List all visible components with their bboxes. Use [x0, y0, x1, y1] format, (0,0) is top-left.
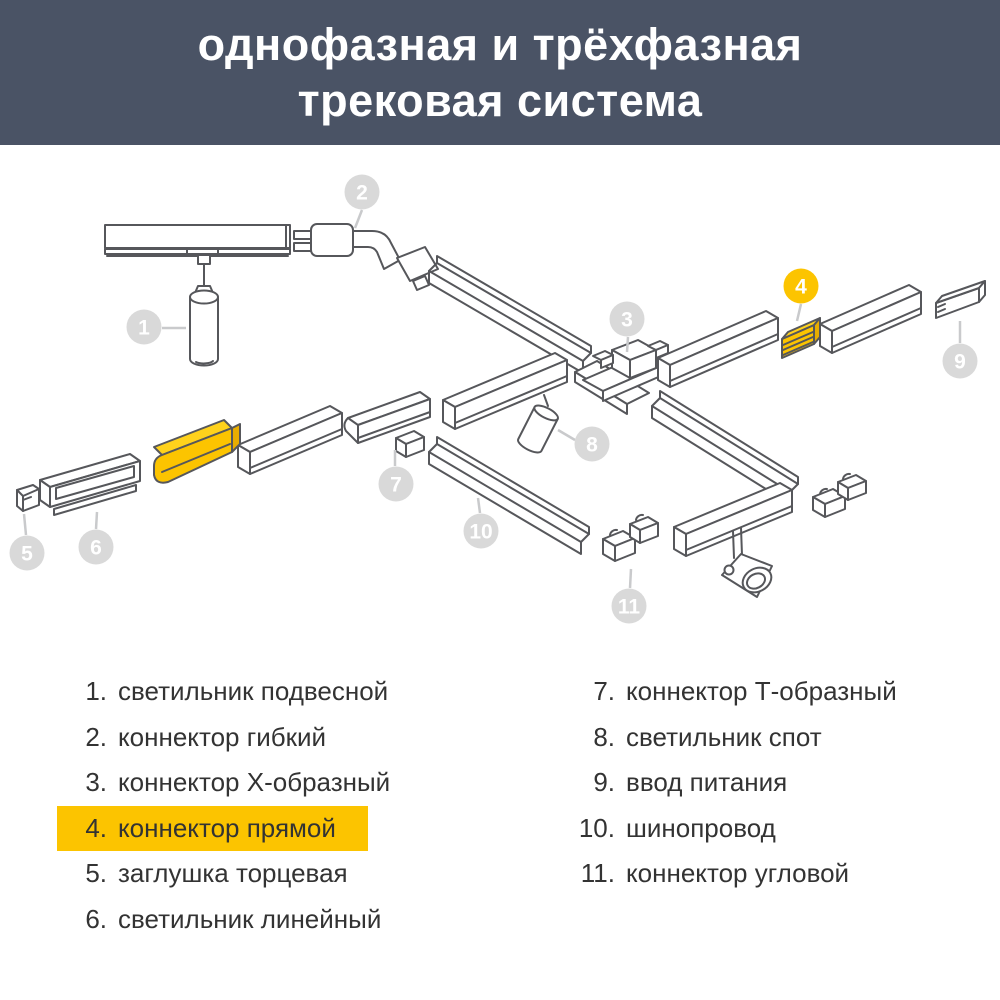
track-section-drawing [238, 406, 342, 474]
busbar-track-drawing [429, 437, 589, 554]
legend-item-number: 5. [85, 858, 107, 889]
straight-connector-highlight-drawing [782, 318, 820, 358]
leader-line-11 [630, 569, 631, 588]
badge-5 [10, 536, 45, 571]
legend-column-right [570, 669, 897, 897]
legend-item-5 [57, 851, 348, 897]
pendant-light-drawing [190, 255, 218, 366]
svg-text:7: 7 [390, 473, 402, 497]
spot-light-drawing [516, 395, 560, 455]
legend-item-number: 3. [85, 767, 107, 798]
legend-item-number: 2. [85, 721, 107, 752]
legend-item-2 [57, 715, 326, 761]
legend-item-number: 11. [580, 858, 615, 889]
badge-9 [943, 344, 978, 379]
badge-10 [464, 514, 499, 549]
legend-item-label: коннектор гибкий [118, 721, 327, 752]
leader-line-4 [797, 304, 801, 321]
leader-line-2 [355, 210, 362, 228]
title-line-1: однофазная и трёхфазная [197, 18, 803, 70]
leader-line-3 [627, 337, 628, 352]
legend-item-3 [57, 760, 390, 806]
t-connector-drawing [344, 392, 430, 457]
leader-line-10 [478, 498, 480, 513]
svg-text:2: 2 [356, 181, 368, 205]
track-system-diagram [0, 145, 1000, 655]
track-section-drawing [658, 311, 778, 387]
title-line-2: трековая система [297, 74, 703, 126]
svg-text:1: 1 [138, 316, 150, 340]
badge-7 [379, 467, 414, 502]
page-title [0, 0, 1000, 145]
leader-line-5 [24, 514, 26, 535]
legend-item-label: коннектор Т-образный [626, 676, 897, 707]
svg-text:3: 3 [621, 308, 633, 332]
badge-3 [610, 302, 645, 337]
legend-item-number: 8. [593, 721, 615, 752]
corner-piece-drawing [813, 474, 866, 517]
legend-item-label: ввод питания [626, 767, 788, 798]
legend-item-number: 9. [593, 767, 615, 798]
legend-item-number: 6. [85, 903, 107, 934]
legend-item-number: 1. [85, 676, 107, 707]
badge-8 [575, 427, 610, 462]
legend-item-label: светильник спот [626, 721, 822, 752]
legend-item-4 [57, 806, 368, 852]
legend-item-number: 10. [578, 812, 615, 843]
svg-text:4: 4 [795, 275, 807, 299]
pendant-track-drawing [105, 225, 290, 256]
legend-item-9 [570, 760, 787, 806]
power-feed-drawing [936, 281, 985, 318]
legend-item-10 [570, 806, 776, 852]
legend-item-label: коннектор угловой [626, 858, 850, 889]
badge-11 [612, 589, 647, 624]
legend-item-11 [570, 851, 849, 897]
yellow-straight-connector-drawing [154, 420, 240, 483]
legend-item-8 [570, 715, 822, 761]
svg-text:8: 8 [586, 433, 598, 457]
svg-text:10: 10 [469, 520, 493, 544]
badge-1 [127, 310, 162, 345]
legend-item-number: 7. [593, 676, 615, 707]
legend-item-label: светильник линейный [118, 903, 382, 934]
badge-2 [345, 175, 380, 210]
linear-light-drawing [40, 454, 140, 515]
corner-connector-drawing [603, 515, 658, 561]
legend-item-label: коннектор прямой [118, 812, 336, 843]
end-cap-drawing [17, 485, 39, 511]
legend-item-label: шинопровод [626, 812, 776, 843]
svg-text:5: 5 [21, 542, 33, 566]
legend-item-label: заглушка торцевая [118, 858, 348, 889]
legend-item-6 [57, 897, 381, 943]
leader-line-6 [96, 512, 97, 529]
svg-text:11: 11 [617, 595, 641, 619]
legend-item-7 [570, 669, 897, 715]
legend-column-left [57, 669, 390, 942]
legend-item-label: коннектор Х-образный [118, 767, 391, 798]
track-section-drawing [820, 285, 921, 353]
leader-line-8 [558, 430, 575, 440]
legend [0, 669, 1000, 969]
flexible-connector-drawing [294, 224, 438, 290]
svg-text:6: 6 [90, 536, 102, 560]
legend-item-1 [57, 669, 388, 715]
legend-item-number: 4. [85, 812, 107, 843]
badge-6 [79, 530, 114, 565]
diagonal-track-drawing [429, 256, 591, 373]
badge-4 [784, 269, 819, 304]
svg-text:9: 9 [954, 350, 966, 374]
legend-item-label: светильник подвесной [118, 676, 389, 707]
